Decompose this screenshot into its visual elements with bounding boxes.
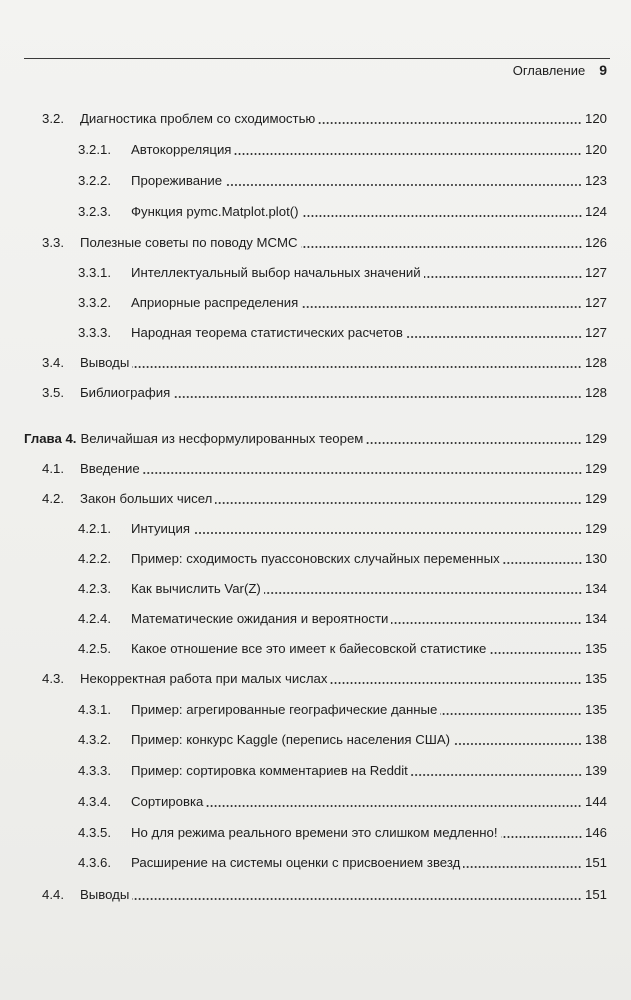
toc-entry-page: 128 — [584, 355, 607, 370]
toc-entry-title: Интуиция — [131, 521, 190, 536]
toc-entry — [78, 576, 607, 598]
toc-entry-page: 129 — [584, 521, 607, 536]
dot-leader — [440, 712, 582, 716]
toc-entry-page: 129 — [584, 491, 607, 506]
toc-entry-page: 151 — [584, 855, 607, 870]
running-head-page-number: 9 — [599, 62, 607, 78]
dot-leader — [143, 471, 582, 475]
toc-entry-title: Интеллектуальный выбор начальных значений — [131, 265, 421, 280]
dot-leader — [366, 441, 582, 445]
toc-entry-number: 3.4. — [42, 355, 64, 370]
toc-entry-title: Сортировка — [131, 794, 204, 809]
toc-entry-page: 151 — [584, 887, 607, 902]
toc-entry-page: 130 — [584, 551, 607, 566]
dot-leader — [301, 245, 582, 249]
toc-entry — [78, 820, 607, 842]
toc-entry-title: Выводы — [80, 355, 130, 370]
toc-entry — [78, 320, 607, 342]
toc-entry-page: 128 — [584, 385, 607, 400]
toc-entry — [78, 546, 607, 568]
dot-leader — [206, 804, 582, 808]
toc-entry-number: 4.2. — [42, 491, 64, 506]
toc-entry-page: 127 — [584, 325, 607, 340]
toc-entry-title: Диагностика проблем со сходимостью — [80, 111, 316, 126]
dot-leader — [234, 152, 582, 156]
toc-entry-title: Полезные советы по поводу MCMC — [80, 235, 298, 250]
toc-entry-title: Некорректная работа при малых числах — [80, 671, 328, 686]
toc-entry-title: Функция pymc.Matplot.plot() — [131, 204, 299, 219]
toc-entry-page: 129 — [584, 431, 607, 446]
toc-entry-page: 146 — [584, 825, 607, 840]
toc-entry-number: 3.2. — [42, 111, 64, 126]
toc-entry — [78, 199, 607, 221]
dot-leader — [406, 335, 582, 339]
toc-entry — [78, 697, 607, 719]
toc-entry-title: Народная теорема статистических расчетов — [131, 325, 403, 340]
toc-entry-title: Прореживание — [131, 173, 223, 188]
toc-entry-page: 123 — [584, 173, 607, 188]
toc-entry — [42, 350, 607, 372]
toc-entry-title: Расширение на системы оценки с присвоением звезд — [131, 855, 461, 870]
toc-entry — [42, 380, 607, 402]
toc-entry-page: 135 — [584, 702, 607, 717]
toc-entry-number: 4.2.3. — [78, 581, 111, 596]
toc-entry-number: 4.2.5. — [78, 641, 111, 656]
dot-leader — [301, 305, 582, 309]
toc-entry-number: 4.3.4. — [78, 794, 111, 809]
toc-entry — [78, 758, 607, 780]
dot-leader — [424, 275, 582, 279]
toc-entry — [78, 850, 607, 872]
toc-entry-title: Пример: агрегированные географические данные — [131, 702, 438, 717]
dot-leader — [453, 742, 582, 746]
toc-entry-number: 3.2.3. — [78, 204, 111, 219]
toc-entry-page: 129 — [584, 461, 607, 476]
toc-entry-page: 135 — [584, 641, 607, 656]
dot-leader — [411, 773, 582, 777]
toc-entry-number: 3.3.3. — [78, 325, 111, 340]
toc-entry — [42, 882, 607, 904]
toc-entry-page: 120 — [584, 142, 607, 157]
toc-entry-number: 3.2.1. — [78, 142, 111, 157]
toc-entry-page: 134 — [584, 581, 607, 596]
toc-chapter-number: Глава 4. — [24, 431, 77, 446]
toc-entry-number: 4.3. — [42, 671, 64, 686]
dot-leader — [132, 897, 582, 901]
toc-entry-page: 144 — [584, 794, 607, 809]
toc-entry — [42, 666, 607, 688]
toc-entry-number: 4.4. — [42, 887, 64, 902]
toc-entry-number: 3.3.1. — [78, 265, 111, 280]
toc-entry-number: 4.1. — [42, 461, 64, 476]
toc-entry — [78, 636, 607, 658]
toc-entry-page: 134 — [584, 611, 607, 626]
toc-entry-page: 120 — [584, 111, 607, 126]
toc-entry — [78, 606, 607, 628]
toc-entry — [78, 260, 607, 282]
dot-leader — [501, 835, 582, 839]
toc-entry-number: 3.3. — [42, 235, 64, 250]
toc-entry-title: Величайшая из несформулированных теорем — [80, 431, 364, 446]
toc-entry — [78, 168, 607, 190]
toc-chapter-entry — [24, 426, 607, 448]
toc-entry-title: Априорные распределения — [131, 295, 299, 310]
dot-leader — [215, 501, 582, 505]
toc-entry-title: Какое отношение все это имеет к байесовской статистике — [131, 641, 487, 656]
toc-entry-number: 3.3.2. — [78, 295, 111, 310]
toc-entry-title: Как вычислить Var(Z) — [131, 581, 261, 596]
toc-entry-page: 135 — [584, 671, 607, 686]
dot-leader — [225, 183, 582, 187]
dot-leader — [264, 591, 582, 595]
dot-leader — [193, 531, 582, 535]
toc-entry-title: Но для режима реального времени это слишком медленно! — [131, 825, 498, 840]
dot-leader — [463, 865, 582, 869]
toc-entry — [78, 137, 607, 159]
toc-entry-number: 4.2.2. — [78, 551, 111, 566]
toc-entry-page: 127 — [584, 265, 607, 280]
toc-entry-title: Пример: сходимость пуассоновских случайных переменных — [131, 551, 500, 566]
toc-entry-page: 138 — [584, 732, 607, 747]
toc-entry-title: Автокорреляция — [131, 142, 232, 157]
toc-entry-page: 139 — [584, 763, 607, 778]
toc-entry-page: 124 — [584, 204, 607, 219]
toc-entry-number: 4.2.4. — [78, 611, 111, 626]
toc-entry-number: 4.3.2. — [78, 732, 111, 747]
dot-leader — [391, 621, 582, 625]
toc-entry — [42, 106, 607, 128]
toc-entry — [42, 486, 607, 508]
toc-entry-title: Библиография — [80, 385, 171, 400]
toc-entry-number: 4.2.1. — [78, 521, 111, 536]
dot-leader — [330, 681, 582, 685]
toc-entry — [78, 290, 607, 312]
toc-entry-page: 127 — [584, 295, 607, 310]
toc-entry-title: Математические ожидания и вероятности — [131, 611, 389, 626]
toc-entry-number: 4.3.3. — [78, 763, 111, 778]
toc-entry-title: Выводы — [80, 887, 130, 902]
dot-leader — [318, 121, 582, 125]
toc-entry — [78, 789, 607, 811]
toc-entry-title: Введение — [80, 461, 140, 476]
toc-entry — [78, 727, 607, 749]
toc-entry-title: Пример: сортировка комментариев на Reddit — [131, 763, 408, 778]
toc-entry-title: Закон больших чисел — [80, 491, 213, 506]
toc-entry-title: Пример: конкурс Kaggle (перепись населения США) — [131, 732, 451, 747]
dot-leader — [173, 395, 582, 399]
dot-leader — [132, 365, 582, 369]
toc-entry — [42, 230, 607, 252]
toc-entry-number: 4.3.1. — [78, 702, 111, 717]
toc-entry — [78, 516, 607, 538]
dot-leader — [489, 651, 582, 655]
toc-entry-number: 4.3.5. — [78, 825, 111, 840]
toc-entry — [42, 456, 607, 478]
toc-entry-number: 3.5. — [42, 385, 64, 400]
dot-leader — [302, 214, 582, 218]
dot-leader — [503, 561, 582, 565]
toc-entry-number: 3.2.2. — [78, 173, 111, 188]
running-head-section: Оглавление — [512, 63, 586, 78]
toc-entry-page: 126 — [584, 235, 607, 250]
toc-entry-number: 4.3.6. — [78, 855, 111, 870]
